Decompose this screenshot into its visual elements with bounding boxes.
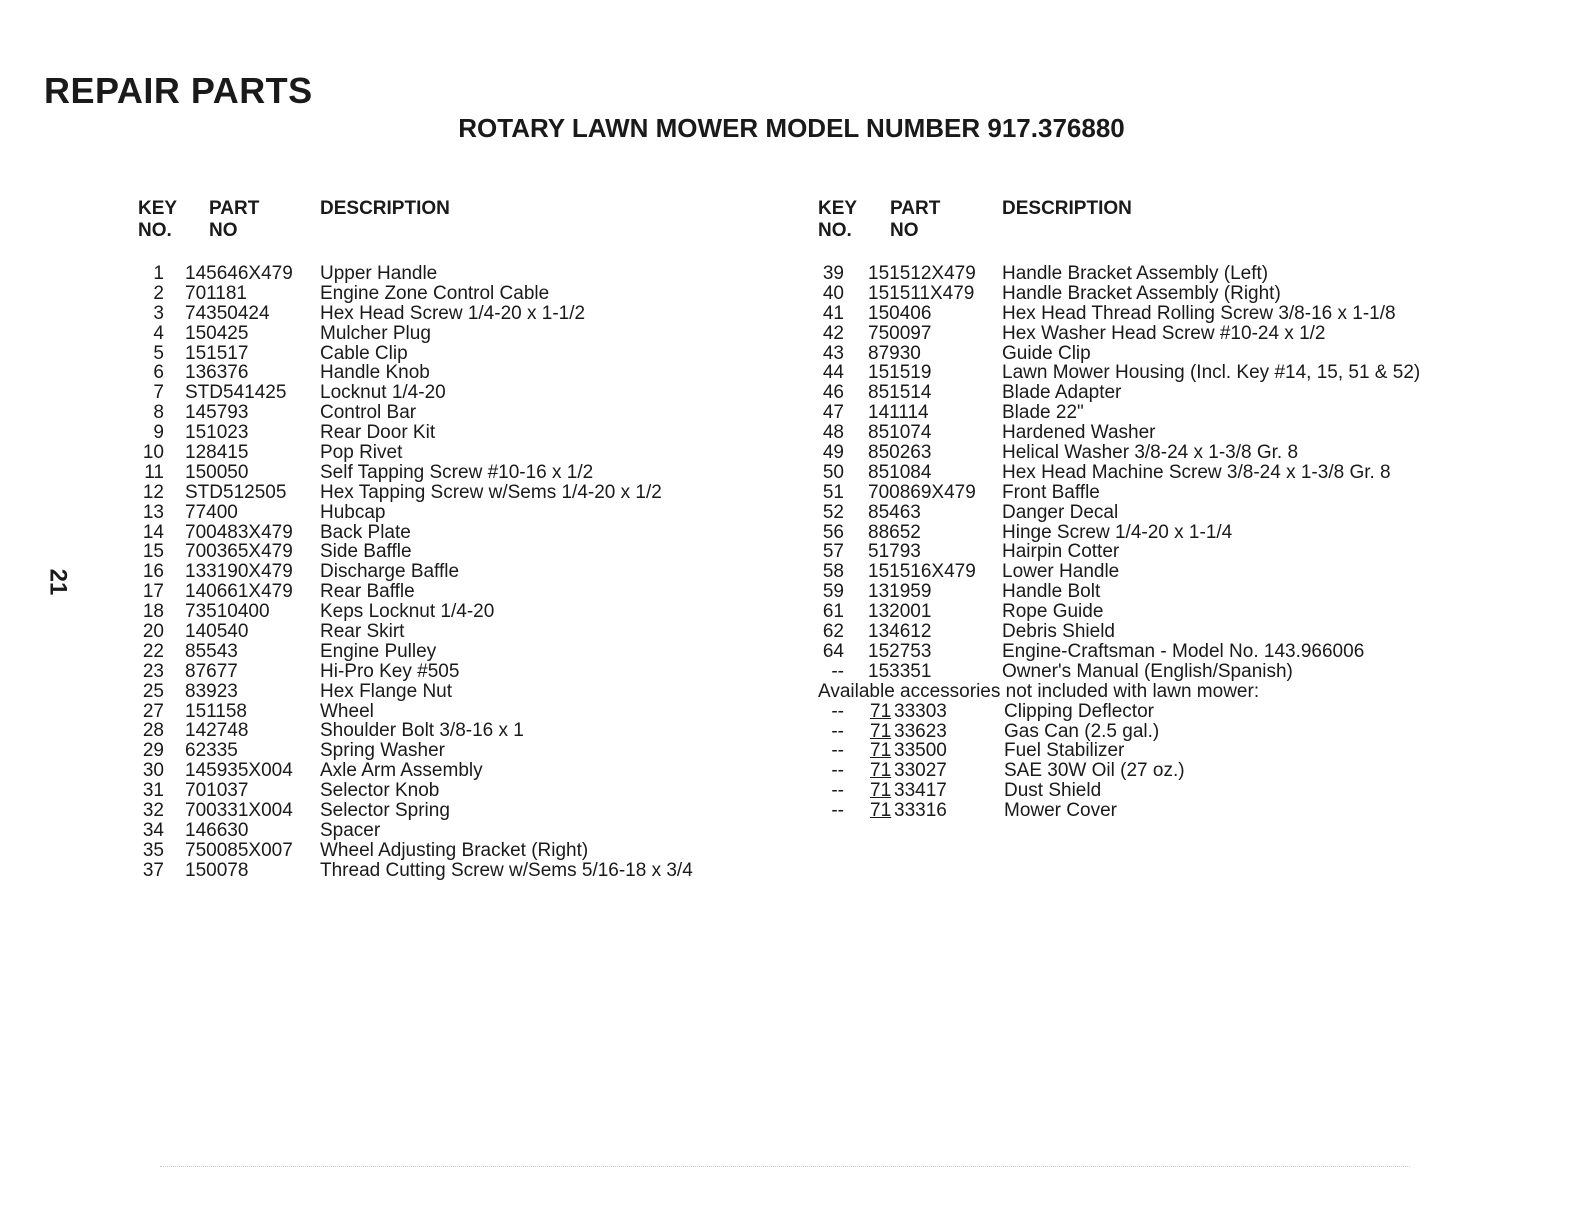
key-number: 10 [142,442,164,464]
part-description: Locknut 1/4-20 [320,382,446,404]
key-number: 37 [142,859,164,881]
part-description: Hi-Pro Key #505 [320,660,460,682]
part-description: Dust Shield [1004,780,1102,802]
key-number: 13 [142,501,164,523]
part-header: PART [890,198,941,219]
key-number: 15 [142,541,164,563]
parts-row [818,801,1259,821]
part-number: 133190X479 [185,561,293,583]
key-number: 32 [142,800,164,822]
part-prefix: 71 [870,700,892,722]
key-number: 14 [142,521,164,543]
parts-row [818,660,1293,682]
part-number: 150406 [868,302,932,324]
key-number: 7 [153,382,164,404]
parts-row [818,362,1421,384]
parts-row [818,263,1269,284]
key-number: 31 [142,780,164,802]
part-number: 700869X479 [868,481,976,503]
key-number: 28 [142,720,164,742]
key-number: 12 [142,481,164,503]
part-number: 151158 [185,700,247,722]
scan-artifact-line [160,1166,1410,1167]
part-description: Control Bar [320,402,417,424]
model-subtitle-text: ROTARY LAWN MOWER MODEL NUMBER 917.376880 [458,113,1125,143]
part-number: 750085X007 [185,839,293,861]
parts-row [818,483,1259,503]
part-description: Clipping Deflector [1004,700,1154,722]
key-number: 23 [142,660,164,682]
key-number: -- [831,660,844,682]
key-number: 61 [822,601,844,623]
part-number: 140540 [185,621,249,643]
part-number: 141114 [868,402,929,424]
part-number: 142748 [185,720,249,742]
part-description: Owner's Manual (English/Spanish) [1002,660,1293,682]
part-number: 851084 [868,461,932,483]
part-description: Rear Baffle [320,581,415,603]
part-number: 851514 [868,382,932,404]
key-header-line2: NO. [138,220,172,241]
key-number: 30 [142,760,164,782]
page-number: 21 [44,568,72,596]
part-number: 150050 [185,461,249,483]
page-title: REPAIR PARTS [44,70,313,111]
part-description: Hubcap [320,501,386,523]
key-number: 52 [822,501,844,523]
part-number: 87677 [185,660,238,682]
part-number: 700331X004 [185,800,293,822]
part-number: 33316 [894,800,947,822]
description-header: DESCRIPTION [1002,198,1132,219]
part-number: 85463 [868,501,921,523]
key-number: 44 [822,362,844,384]
key-number: 48 [822,422,844,444]
parts-row [818,523,1259,543]
model-subtitle [0,113,1583,144]
key-number: 27 [142,700,164,722]
key-number: 11 [144,461,164,483]
part-description: Cable Clip [320,342,408,364]
parts-row [818,602,1259,622]
part-number: 33500 [894,740,947,762]
part-description: Front Baffle [1002,481,1100,503]
part-description: Selector Knob [320,780,440,802]
parts-row [818,622,1259,642]
part-number: 73510400 [185,601,270,623]
key-number: 59 [822,581,844,603]
part-description: Handle Bracket Assembly (Right) [1002,282,1281,304]
part-number: 151512X479 [868,263,976,284]
parts-row [818,383,1259,403]
part-number: 87930 [868,342,921,364]
part-number: 136376 [185,362,249,384]
parts-row [818,640,1365,662]
part-description: Wheel [320,700,374,722]
part-description: Hardened Washer [1002,422,1156,444]
accessories-title: Available accessories not included with lawn mower: [818,680,1260,702]
part-description: Blade 22" [1002,402,1084,424]
part-description: Fuel Stabilizer [1004,740,1125,762]
part-number: 85543 [185,640,238,662]
part-number: 145646X479 [185,263,293,284]
part-description: Hex Flange Nut [320,680,453,702]
part-number: 83923 [185,680,238,702]
part-description: Pop Rivet [320,442,403,464]
key-number: 43 [822,342,844,364]
part-number: 850263 [868,442,932,464]
key-number: 6 [153,362,164,384]
parts-row [818,322,1326,344]
key-number: 56 [822,521,844,543]
part-description: Hex Head Screw 1/4-20 x 1-1/2 [320,302,586,324]
part-description: Hairpin Cotter [1002,541,1120,563]
part-description: Handle Knob [320,362,430,384]
parts-rows-right [818,263,1421,682]
parts-row [818,582,1259,602]
part-number: 750097 [868,322,932,344]
parts-row [818,423,1259,443]
key-number: 22 [142,640,164,662]
part-description: Hinge Screw 1/4-20 x 1-1/4 [1002,521,1233,543]
part-prefix: 71 [870,800,892,822]
part-number: 700483X479 [185,521,293,543]
part-description: Hex Tapping Screw w/Sems 1/4-20 x 1/2 [320,481,662,503]
part-description: Keps Locknut 1/4-20 [320,601,495,623]
parts-list-right [818,198,1421,822]
part-description: Hex Head Machine Screw 3/8-24 x 1-3/8 Gr. 8 [1002,461,1391,483]
part-prefix: 71 [870,740,892,762]
part-prefix: 71 [870,720,892,742]
column-headers-right [818,198,1259,264]
parts-row [818,702,1259,722]
key-number: 29 [142,740,164,762]
part-description: Engine-Craftsman - Model No. 143.966006 [1002,640,1365,662]
part-header-line2: NO [890,220,919,241]
part-header-line2: NO [209,220,238,241]
part-description: Rope Guide [1002,601,1104,623]
part-description: Debris Shield [1002,621,1115,643]
part-description: Hex Head Thread Rolling Screw 3/8-16 x 1-1/8 [1002,302,1396,324]
parts-row [818,344,1259,364]
part-description: Helical Washer 3/8-24 x 1-3/8 Gr. 8 [1002,442,1299,464]
part-description: Selector Spring [320,800,450,822]
description-header: DESCRIPTION [320,198,450,219]
key-number: 39 [822,263,844,284]
part-number: 151517 [185,342,249,364]
part-number: 150425 [185,322,249,344]
key-number: -- [831,800,844,822]
part-description: Axle Arm Assembly [320,760,483,782]
part-number: 701181 [185,282,247,304]
part-description: Rear Door Kit [320,422,436,444]
key-number: 20 [142,621,164,643]
part-number: 62335 [185,740,238,762]
part-description: Danger Decal [1002,501,1119,523]
part-description: Thread Cutting Screw w/Sems 5/16-18 x 3/4 [320,859,693,881]
key-number: -- [831,740,844,762]
key-number: 25 [142,680,164,702]
key-number: 1 [153,263,164,284]
parts-row [818,461,1391,483]
part-description: Engine Zone Control Cable [320,282,550,304]
accessories-rows [818,702,1259,821]
part-number: 700365X479 [185,541,293,563]
key-number: 2 [153,282,164,304]
key-number: 4 [153,322,164,344]
key-number: 40 [822,282,844,304]
part-description: Rear Skirt [320,621,405,643]
parts-row [818,403,1259,423]
parts-row [818,542,1259,562]
part-number: 33027 [894,760,947,782]
key-number: 3 [153,302,164,324]
key-number: 49 [822,442,844,464]
part-number: 131959 [868,581,932,603]
part-prefix: 71 [870,780,892,802]
part-description: Blade Adapter [1002,382,1122,404]
part-description: Wheel Adjusting Bracket (Right) [320,839,589,861]
key-header: KEY [818,198,858,219]
part-number: 74350424 [185,302,270,324]
part-number: 151519 [868,362,932,384]
part-header: PART [209,198,260,219]
part-description: Shoulder Bolt 3/8-16 x 1 [320,720,524,742]
part-number: STD541425 [185,382,287,404]
part-number: 152753 [868,640,932,662]
part-number: 128415 [185,442,249,464]
accessories-section [818,682,1259,821]
part-description: Side Baffle [320,541,412,563]
part-description: Mulcher Plug [320,322,431,344]
parts-row [818,761,1259,781]
parts-row [818,722,1259,742]
key-header-line2: NO. [818,220,852,241]
part-number: 701037 [185,780,249,802]
key-number: 42 [822,322,844,344]
key-number: 62 [822,621,844,643]
key-number: 16 [142,561,164,583]
part-number: 153351 [868,660,932,682]
key-number: 47 [822,402,844,424]
part-prefix: 71 [870,760,892,782]
key-number: 57 [822,541,844,563]
part-number: 88652 [868,521,921,543]
key-number: 58 [822,561,844,583]
part-number: 151511X479 [868,282,975,304]
parts-row [818,781,1259,801]
key-number: 18 [142,601,164,623]
parts-row [818,741,1259,761]
key-number: 5 [153,342,164,364]
parts-row [818,282,1281,304]
key-number: -- [831,720,844,742]
key-number: 64 [822,640,844,662]
key-number: 51 [822,481,844,503]
part-description: Handle Bolt [1002,581,1101,603]
key-number: 9 [153,422,164,444]
key-number: 35 [142,839,164,861]
part-description: Mower Cover [1004,800,1117,822]
part-description: Upper Handle [320,263,438,284]
part-number: 151516X479 [868,561,976,583]
part-description: SAE 30W Oil (27 oz.) [1004,760,1185,782]
part-number: 146630 [185,819,249,841]
key-number: -- [831,760,844,782]
part-description: Gas Can (2.5 gal.) [1004,720,1160,742]
key-number: -- [831,780,844,802]
key-number: 50 [822,461,844,483]
part-description: Self Tapping Screw #10-16 x 1/2 [320,461,594,483]
part-number: 33623 [894,720,947,742]
parts-row [818,503,1259,523]
part-description: Spring Washer [320,740,445,762]
part-number: 33303 [894,700,947,722]
part-number: 51793 [868,541,921,563]
part-number: 145793 [185,402,249,424]
part-description: Guide Clip [1002,342,1091,364]
parts-row [818,562,1259,582]
part-number: 145935X004 [185,760,293,782]
key-number: -- [831,700,844,722]
part-number: 140661X479 [185,581,293,603]
part-number: 134612 [868,621,932,643]
part-description: Back Plate [320,521,411,543]
parts-row [818,302,1396,324]
part-number: 851074 [868,422,932,444]
parts-row [818,442,1299,464]
part-description: Spacer [320,819,381,841]
part-number: 132001 [868,601,932,623]
key-header: KEY [138,198,178,219]
part-number: 33417 [894,780,947,802]
part-number: 150078 [185,859,249,881]
part-description: Handle Bracket Assembly (Left) [1002,263,1269,284]
part-description: Discharge Baffle [320,561,460,583]
part-description: Lower Handle [1002,561,1120,583]
part-description: Hex Washer Head Screw #10-24 x 1/2 [1002,322,1326,344]
part-description: Engine Pulley [320,640,437,662]
key-number: 17 [142,581,164,603]
key-number: 41 [822,302,844,324]
key-number: 8 [153,402,164,424]
part-number: 77400 [185,501,238,523]
key-number: 34 [142,819,164,841]
key-number: 46 [822,382,844,404]
part-number: STD512505 [185,481,287,503]
part-description: Lawn Mower Housing (Incl. Key #14, 15, 51 & 52) [1002,362,1421,384]
part-number: 151023 [185,422,249,444]
